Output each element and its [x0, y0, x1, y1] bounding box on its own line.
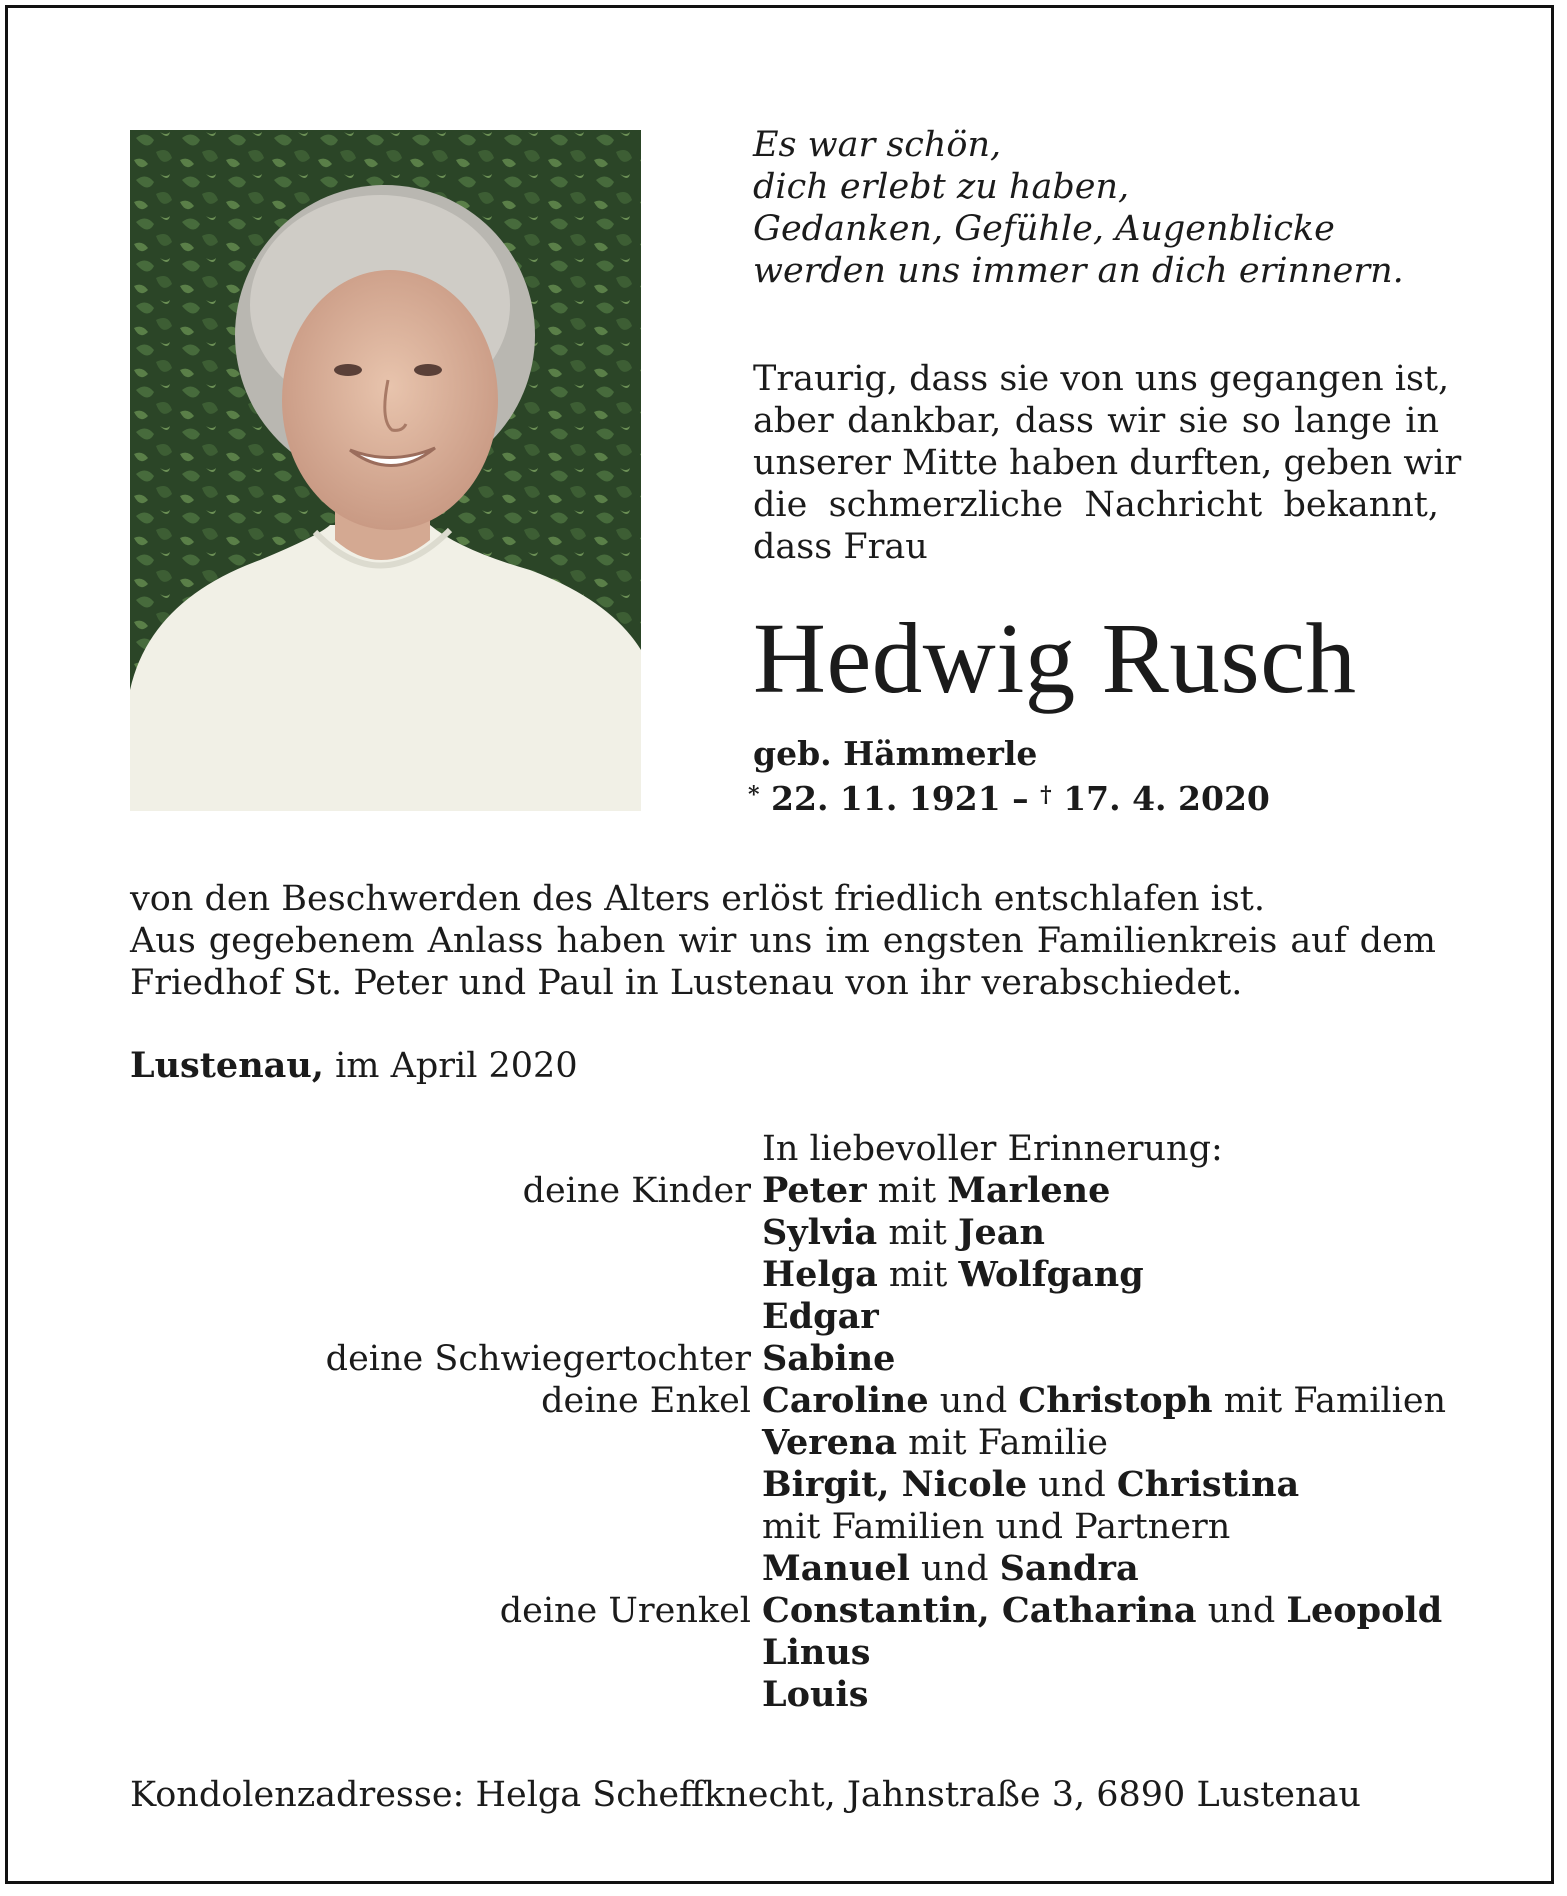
- body-line: Aus gegebenem Anlass haben wir uns im engsten Familienkreis auf dem: [130, 921, 1436, 961]
- mourner-name: Christoph: [1018, 1380, 1213, 1421]
- mourners-heading-row: [0, 1128, 1567, 1170]
- intro-line: aber dankbar, dass wir sie so lange in: [753, 401, 1439, 441]
- mourner-names: [762, 1296, 879, 1338]
- mourner-name: Helga: [762, 1254, 878, 1295]
- poem-line: dich erlebt zu haben,: [753, 167, 1130, 207]
- mourner-row: [0, 1296, 1567, 1338]
- mourner-name: Edgar: [762, 1296, 879, 1337]
- relation-label: deine Kinder: [522, 1171, 751, 1211]
- mourner-name: Christina: [1116, 1464, 1300, 1505]
- relation-label: deine Enkel: [541, 1381, 751, 1421]
- connector-text: und: [1196, 1591, 1287, 1631]
- date-dash: –: [1012, 779, 1029, 818]
- mourner-name: Sabine: [762, 1338, 896, 1379]
- connector-text: mit: [877, 1213, 958, 1253]
- body-line: Friedhof St. Peter und Paul in Lustenau von ihr verabschiedet.: [130, 963, 1243, 1003]
- mourner-name: Peter: [762, 1170, 867, 1211]
- portrait-illustration: [130, 130, 641, 811]
- poem-line: Es war schön,: [753, 125, 1002, 165]
- connector-text: mit Familie: [897, 1423, 1109, 1463]
- intro-line: Traurig, dass sie von uns gegangen ist,: [753, 359, 1450, 399]
- mourner-names: [762, 1254, 1144, 1296]
- mourner-name: Constantin, Catharina: [762, 1590, 1197, 1631]
- mourner-name: Linus: [762, 1632, 871, 1673]
- mourner-name: Verena: [762, 1422, 898, 1463]
- mourner-row: [0, 1674, 1567, 1716]
- mourner-names: [762, 1464, 1299, 1506]
- mourners-heading: In liebevoller Erinnerung:: [762, 1129, 1223, 1169]
- connector-text: mit: [866, 1171, 948, 1211]
- mourner-name: Louis: [762, 1674, 869, 1715]
- birth-date: 22. 11. 1921: [771, 779, 1001, 818]
- mourner-name: Jean: [957, 1212, 1045, 1253]
- poem-line: Gedanken, Gefühle, Augenblicke: [753, 209, 1335, 249]
- place-date-text: im April 2020: [323, 1046, 578, 1086]
- mourner-name: Marlene: [947, 1170, 1111, 1211]
- mourner-row: [0, 1338, 1567, 1380]
- mourner-names: [762, 1422, 1108, 1464]
- mourner-row: [0, 1254, 1567, 1296]
- mourner-name: Wolfgang: [958, 1254, 1144, 1295]
- mourner-row: [0, 1212, 1567, 1254]
- mourner-names: [762, 1338, 895, 1380]
- death-symbol: †: [1040, 782, 1052, 808]
- place-date: [130, 1045, 578, 1087]
- birth-name: geb. Hämmerle: [753, 734, 1038, 773]
- relation-label: deine Schwiegertochter: [325, 1339, 751, 1379]
- poem: [753, 124, 1473, 292]
- mourner-names: [762, 1212, 1045, 1254]
- mourner-names: [762, 1632, 871, 1674]
- poem-line: werden uns immer an dich erinnern.: [753, 251, 1404, 291]
- mourner-name: Sandra: [999, 1548, 1139, 1589]
- mourner-row: [0, 1548, 1567, 1590]
- mourner-name: Caroline: [762, 1380, 929, 1421]
- body-line: von den Beschwerden des Alters erlöst friedlich entschlafen ist.: [130, 879, 1265, 919]
- intro-line: dass Frau: [753, 527, 928, 567]
- life-dates: [748, 777, 1270, 821]
- connector-text: und: [1027, 1465, 1117, 1505]
- mourner-row: [0, 1590, 1567, 1632]
- intro-paragraph: [753, 358, 1462, 568]
- mourner-row: [0, 1422, 1567, 1464]
- connector-text: mit: [877, 1255, 959, 1295]
- mourner-name: Leopold: [1286, 1590, 1443, 1631]
- mourners-list: [0, 1128, 1567, 1716]
- mourner-row: [0, 1506, 1567, 1548]
- mourner-row: [0, 1464, 1567, 1506]
- mourner-name: Manuel: [762, 1548, 910, 1589]
- condolence-address: Kondolenzadresse: Helga Scheffknecht, Jahnstraße 3, 6890 Lustenau: [130, 1775, 1361, 1815]
- mourner-name: Sylvia: [762, 1212, 878, 1253]
- deceased-name: Hedwig Rusch: [753, 602, 1357, 714]
- birth-symbol: *: [748, 782, 760, 808]
- connector-text: und: [909, 1549, 1000, 1589]
- connector-text: und: [928, 1381, 1019, 1421]
- mourner-names: [762, 1380, 1446, 1422]
- mourner-names: [762, 1548, 1139, 1590]
- intro-line: die schmerzliche Nachricht bekannt,: [753, 485, 1439, 525]
- mourner-names: [762, 1170, 1110, 1212]
- mourner-row: [0, 1380, 1567, 1422]
- place-town: Lustenau,: [130, 1045, 324, 1086]
- body-paragraph: [130, 878, 1436, 1004]
- portrait-photo: [130, 130, 641, 811]
- relation-label: deine Urenkel: [499, 1591, 751, 1631]
- mourner-row: [0, 1170, 1567, 1212]
- mourner-row: [0, 1632, 1567, 1674]
- death-date: 17. 4. 2020: [1063, 779, 1270, 818]
- connector-text: mit Familien: [1212, 1381, 1447, 1421]
- intro-line: unserer Mitte haben durften, geben wir: [753, 443, 1462, 483]
- mourner-name: Birgit, Nicole: [762, 1464, 1028, 1505]
- mourner-names: [762, 1674, 868, 1716]
- mourner-names: [762, 1590, 1442, 1632]
- mourner-names: [762, 1506, 1230, 1548]
- connector-text: mit Familien und Partnern: [762, 1507, 1231, 1547]
